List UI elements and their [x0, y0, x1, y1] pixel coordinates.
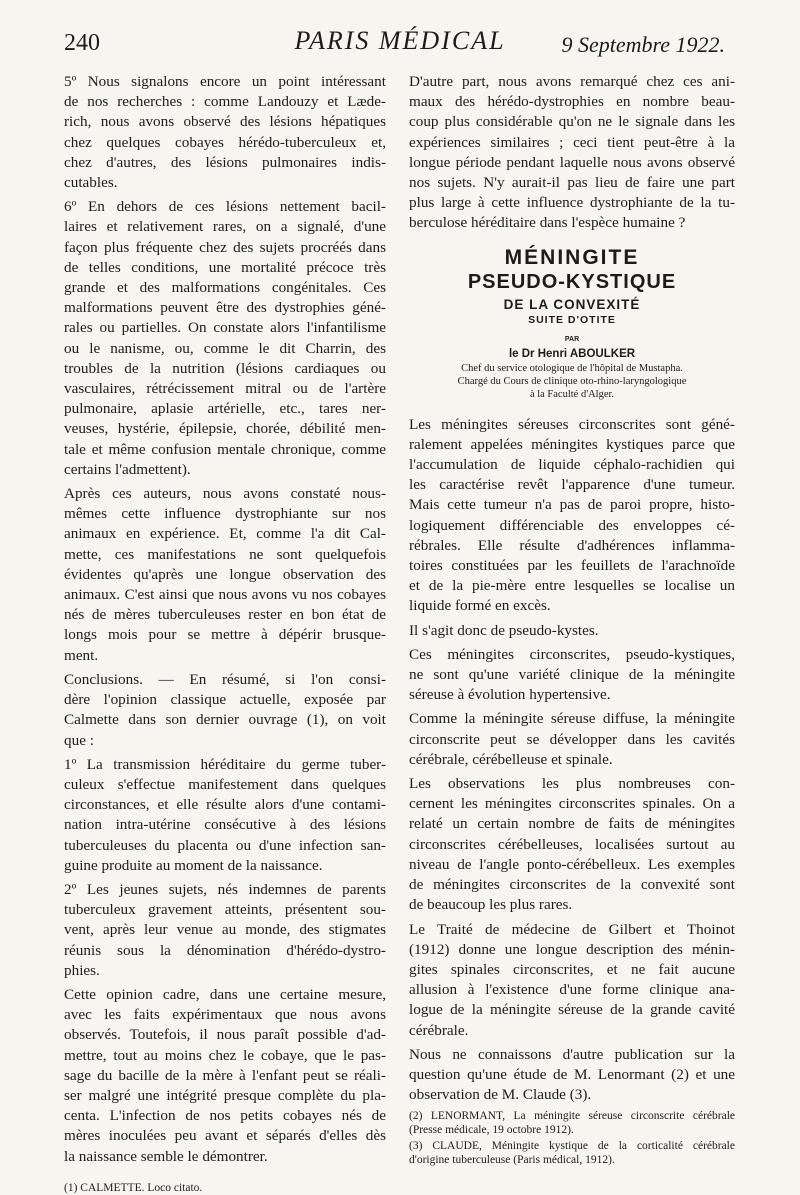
footnote: d'origine tuberculeuse (Paris médical, 1912). [409, 1154, 615, 1167]
text-line: longue période pendant laquelle nous avons observé [409, 153, 735, 171]
text-line: laires et relativement rares, on a signalé, d'une [64, 218, 386, 236]
text-line: chez d'autres, des lésions pulmonaires indis- [64, 153, 386, 171]
text-line: maux des hérédo-dystrophies en nombre beau- [409, 93, 735, 111]
text-line: réunis sous la dénomination d'hérédo-dystro- [64, 941, 386, 959]
text-line: observés. Toutefois, il nous paraît possible d'ad- [64, 1026, 386, 1044]
text-line: Comme la méningite séreuse diffuse, la méningite [409, 710, 735, 728]
text-line: Conclusions. — En résumé, si l'on consi- [64, 670, 386, 688]
text-line: Nous ne connaissons d'autre publication sur la [409, 1045, 735, 1063]
article-title: MÉNINGITE [504, 245, 640, 269]
text-line: Le Traité de médecine de Gilbert et Thoinot [409, 920, 735, 938]
text-line: 5º Nous signalons encore un point intéressant [64, 73, 386, 90]
text-line: dère l'opinion classique actuelle, exposée par [64, 691, 386, 709]
text-line: de beaucoup les plus rares. [409, 896, 573, 914]
author-affiliation: Chef du service otologique de l'hôpital de Mustapha. [461, 362, 683, 374]
footnote: (Presse médicale, 19 octobre 1912). [409, 1124, 574, 1137]
journal-title: PARIS MÉDICAL [294, 26, 506, 55]
text-line: logue de la méningite séreuse de la grande cavité [409, 1001, 735, 1019]
text-line: niveau de l'angle ponto-cérébelleux. Les exemples [409, 855, 735, 873]
text-line: 6º En dehors de ces lésions nettement bacil- [64, 198, 386, 216]
text-line: toires constituées par les feuillets de l'arachnoïde [409, 557, 735, 575]
text-line: certains l'admettent). [64, 460, 191, 478]
text-line: nation intra-utérine consécutive à des lésions [64, 816, 386, 834]
text-line: Mais cette tumeur n'a pas de paroi propre, histo- [409, 496, 735, 514]
text-line: pulmonaire, aplasie artérielle, etc., tares ner- [64, 400, 386, 418]
text-line: Cette opinion cadre, dans une certaine mesure, [64, 985, 386, 1003]
text-line: tuberculeuses du placenta ou d'une infection san- [64, 836, 386, 854]
author-name: le Dr Henri ABOULKER [508, 347, 636, 360]
text-line: circonstances, et elle résulte alors d'une contami- [64, 796, 386, 814]
author-affiliation: à la Faculté d'Alger. [529, 388, 615, 400]
text-line: que : [64, 731, 94, 749]
text-line: mêmes cette influence dystrophiante sur nos [64, 505, 386, 523]
text-line: rébrales. Elle résulte d'adhérences inflamma- [409, 536, 735, 554]
text-line: circonscrites cérébelleuses, localisées surtout au [409, 835, 735, 853]
text-line: animaux en expérience. Et, comme l'a dit Cal- [64, 525, 386, 543]
article-title: PSEUDO-KYSTIQUE [467, 270, 677, 293]
text-line: mette, ces manifestations ne sont quelquefois [64, 545, 386, 563]
text-line: rales ou partielles. On constate alors l'infantilisme [64, 319, 386, 337]
text-line: guine produite au moment de la naissance. [64, 856, 323, 874]
text-line: et de la pie-mère entre lesquelles se localise un [409, 577, 735, 595]
author-affiliation: Chargé du Cours de clinique oto-rhino-laryngologique [457, 375, 687, 387]
article-subtitle: SUITE D'OTITE [528, 313, 616, 326]
text-line: question qu'une étude de M. Lenormant (2) et une [409, 1065, 735, 1083]
footnote: (2) LENORMANT, La méningite séreuse circonscrite cérébrale [409, 1110, 735, 1123]
text-line: D'autre part, nous avons remarqué chez ces ani- [409, 73, 735, 90]
footnote: (3) CLAUDE, Méningite kystique de la corticalité cérébrale [409, 1140, 735, 1153]
text-line: Les méningites séreuses circonscrites sont géné- [409, 415, 735, 433]
text-line: (1912) donne une longue description des ménin- [409, 940, 735, 958]
text-line: berculose héréditaire dans l'espèce humaine ? [409, 214, 686, 232]
text-line: longs mois pour se mettre à dépérir brusque- [64, 626, 386, 644]
text-line: 2º Les jeunes sujets, nés indemnes de parents [64, 880, 386, 898]
text-line: nos sujets. N'y aurait-il pas lieu de faire une part [409, 174, 735, 192]
text-line: avec les faits expérimentaux que nous avons [64, 1006, 386, 1024]
text-line: cérébrale, cérébelleuse et spinale. [409, 750, 613, 768]
text-line: plus large à cette influence dystrophiante de la tu- [409, 194, 735, 212]
byline-par: PAR [564, 335, 580, 343]
text-line: sage du bacille de la mère à l'enfant peut se réali- [64, 1066, 386, 1084]
text-line: de nos recherches : comme Landouzy et Læde- [64, 93, 386, 111]
text-line: façon plus fréquente chez des sujets procréés dans [64, 238, 386, 256]
text-line: de telles conditions, une mortalité précoce très [64, 258, 386, 276]
text-line: relaté un certain nombre de faits de méningites [409, 815, 735, 833]
text-line: séreuse à évolution hypertensive. [409, 686, 611, 704]
text-line: Calmette dans son dernier ouvrage (1), on voit [64, 711, 386, 729]
text-line: grande et des malformations congénitales. Ces [64, 279, 386, 297]
text-line: observation de M. Claude (3). [409, 1086, 592, 1104]
text-line: tale et même confusion mentale chronique, comme [64, 440, 386, 458]
text-line: nés de mères tuberculeuses rester en bon état de [64, 606, 386, 624]
text-line: troubles de la nutrition (lésions cardiaques ou [64, 359, 386, 377]
footnote: (1) CALMETTE. Loco citato. [64, 1181, 203, 1194]
text-line: ne sont qu'une variété clinique de la méningite [409, 666, 735, 684]
text-line: Ces méningites circonscrites, pseudo-kystiques, [409, 645, 735, 663]
text-line: ment. [64, 646, 99, 664]
text-line: tuberculeux gravement atteints, présentent sou- [64, 901, 386, 919]
text-line: gites spinales circonscrites, et ne fait aucune [409, 960, 735, 978]
text-line: évidentes qu'après une longue observation des [64, 565, 386, 583]
article-subtitle: DE LA CONVEXITÉ [503, 296, 641, 312]
text-line: vent, après leur venue au monde, des stigmates [64, 921, 386, 939]
text-line: les caractérise revêt l'apparence d'une tumeur. [409, 476, 735, 494]
text-line: ralement appelées méningites kystiques parce que [409, 435, 735, 453]
article-heading [409, 246, 735, 401]
text-line: cutables. [64, 174, 118, 192]
text-line: malformations peuvent être des dystrophies géné- [64, 299, 386, 317]
text-line: centa. L'infection de nos petits cobayes nés de [64, 1107, 386, 1125]
text-line: cernent les méningites circonscrites spinales. On a [409, 795, 735, 813]
text-line: Il s'agit donc de pseudo-kystes. [409, 621, 599, 639]
text-line: la naissance semble le démontrer. [64, 1147, 268, 1165]
text-line: mères inoculées peu avant et séparés d'elles dès [64, 1127, 386, 1145]
text-line: animaux. C'est ainsi que nous avons vu nos cobayes [64, 586, 386, 604]
text-line: phies. [64, 961, 100, 979]
page-number: 240 [64, 30, 100, 56]
right-column [409, 72, 735, 1167]
text-line: ser malgré une intégrité presque complète du pla- [64, 1086, 386, 1104]
text-line: chez quelques cobayes hérédo-tuberculeux et, [64, 133, 386, 151]
text-line: veuses, hystérie, épilepsie, chorée, débilité men- [64, 420, 386, 438]
text-line: rich, nous avons observé des lésions hépatiques [64, 113, 386, 131]
text-line: expériences similaires ; ceci tient peut-être à la [409, 133, 735, 151]
text-line: logiquement différenciable des enveloppes cé- [409, 516, 735, 534]
text-line: ou le nanisme, ou, comme le dit Charrin, des [64, 339, 386, 357]
issue-date: 9 Septembre 1922. [561, 32, 725, 57]
text-line: allusion à l'existence d'une forme clinique ana- [409, 981, 735, 999]
text-line: 1º La transmission héréditaire du germe tuber- [64, 755, 386, 773]
text-line: l'accumulation de liquide céphalo-rachidien qui [409, 456, 735, 474]
text-line: coup plus considérable qu'on ne le signale dans les [409, 113, 735, 131]
text-line: de méningites circonscrites de la convexité sont [409, 876, 735, 894]
text-line: culeux s'effectue manifestement dans quelques [64, 775, 386, 793]
text-line: circonscrite peut se développer dans les cavités [409, 730, 735, 748]
text-line: mettre, tout au moins chez le cobaye, que le pas- [64, 1046, 386, 1064]
text-line: Les observations les plus nombreuses con- [409, 775, 735, 793]
text-line: Après ces auteurs, nous avons constaté nous- [64, 485, 386, 503]
text-line: liquide formé en excès. [409, 597, 551, 615]
left-column [64, 72, 386, 1195]
text-line: cérébrale. [409, 1021, 469, 1039]
text-line: vasculaires, rétrécissement mitral ou de l'artère [64, 380, 386, 398]
running-header [0, 24, 800, 64]
